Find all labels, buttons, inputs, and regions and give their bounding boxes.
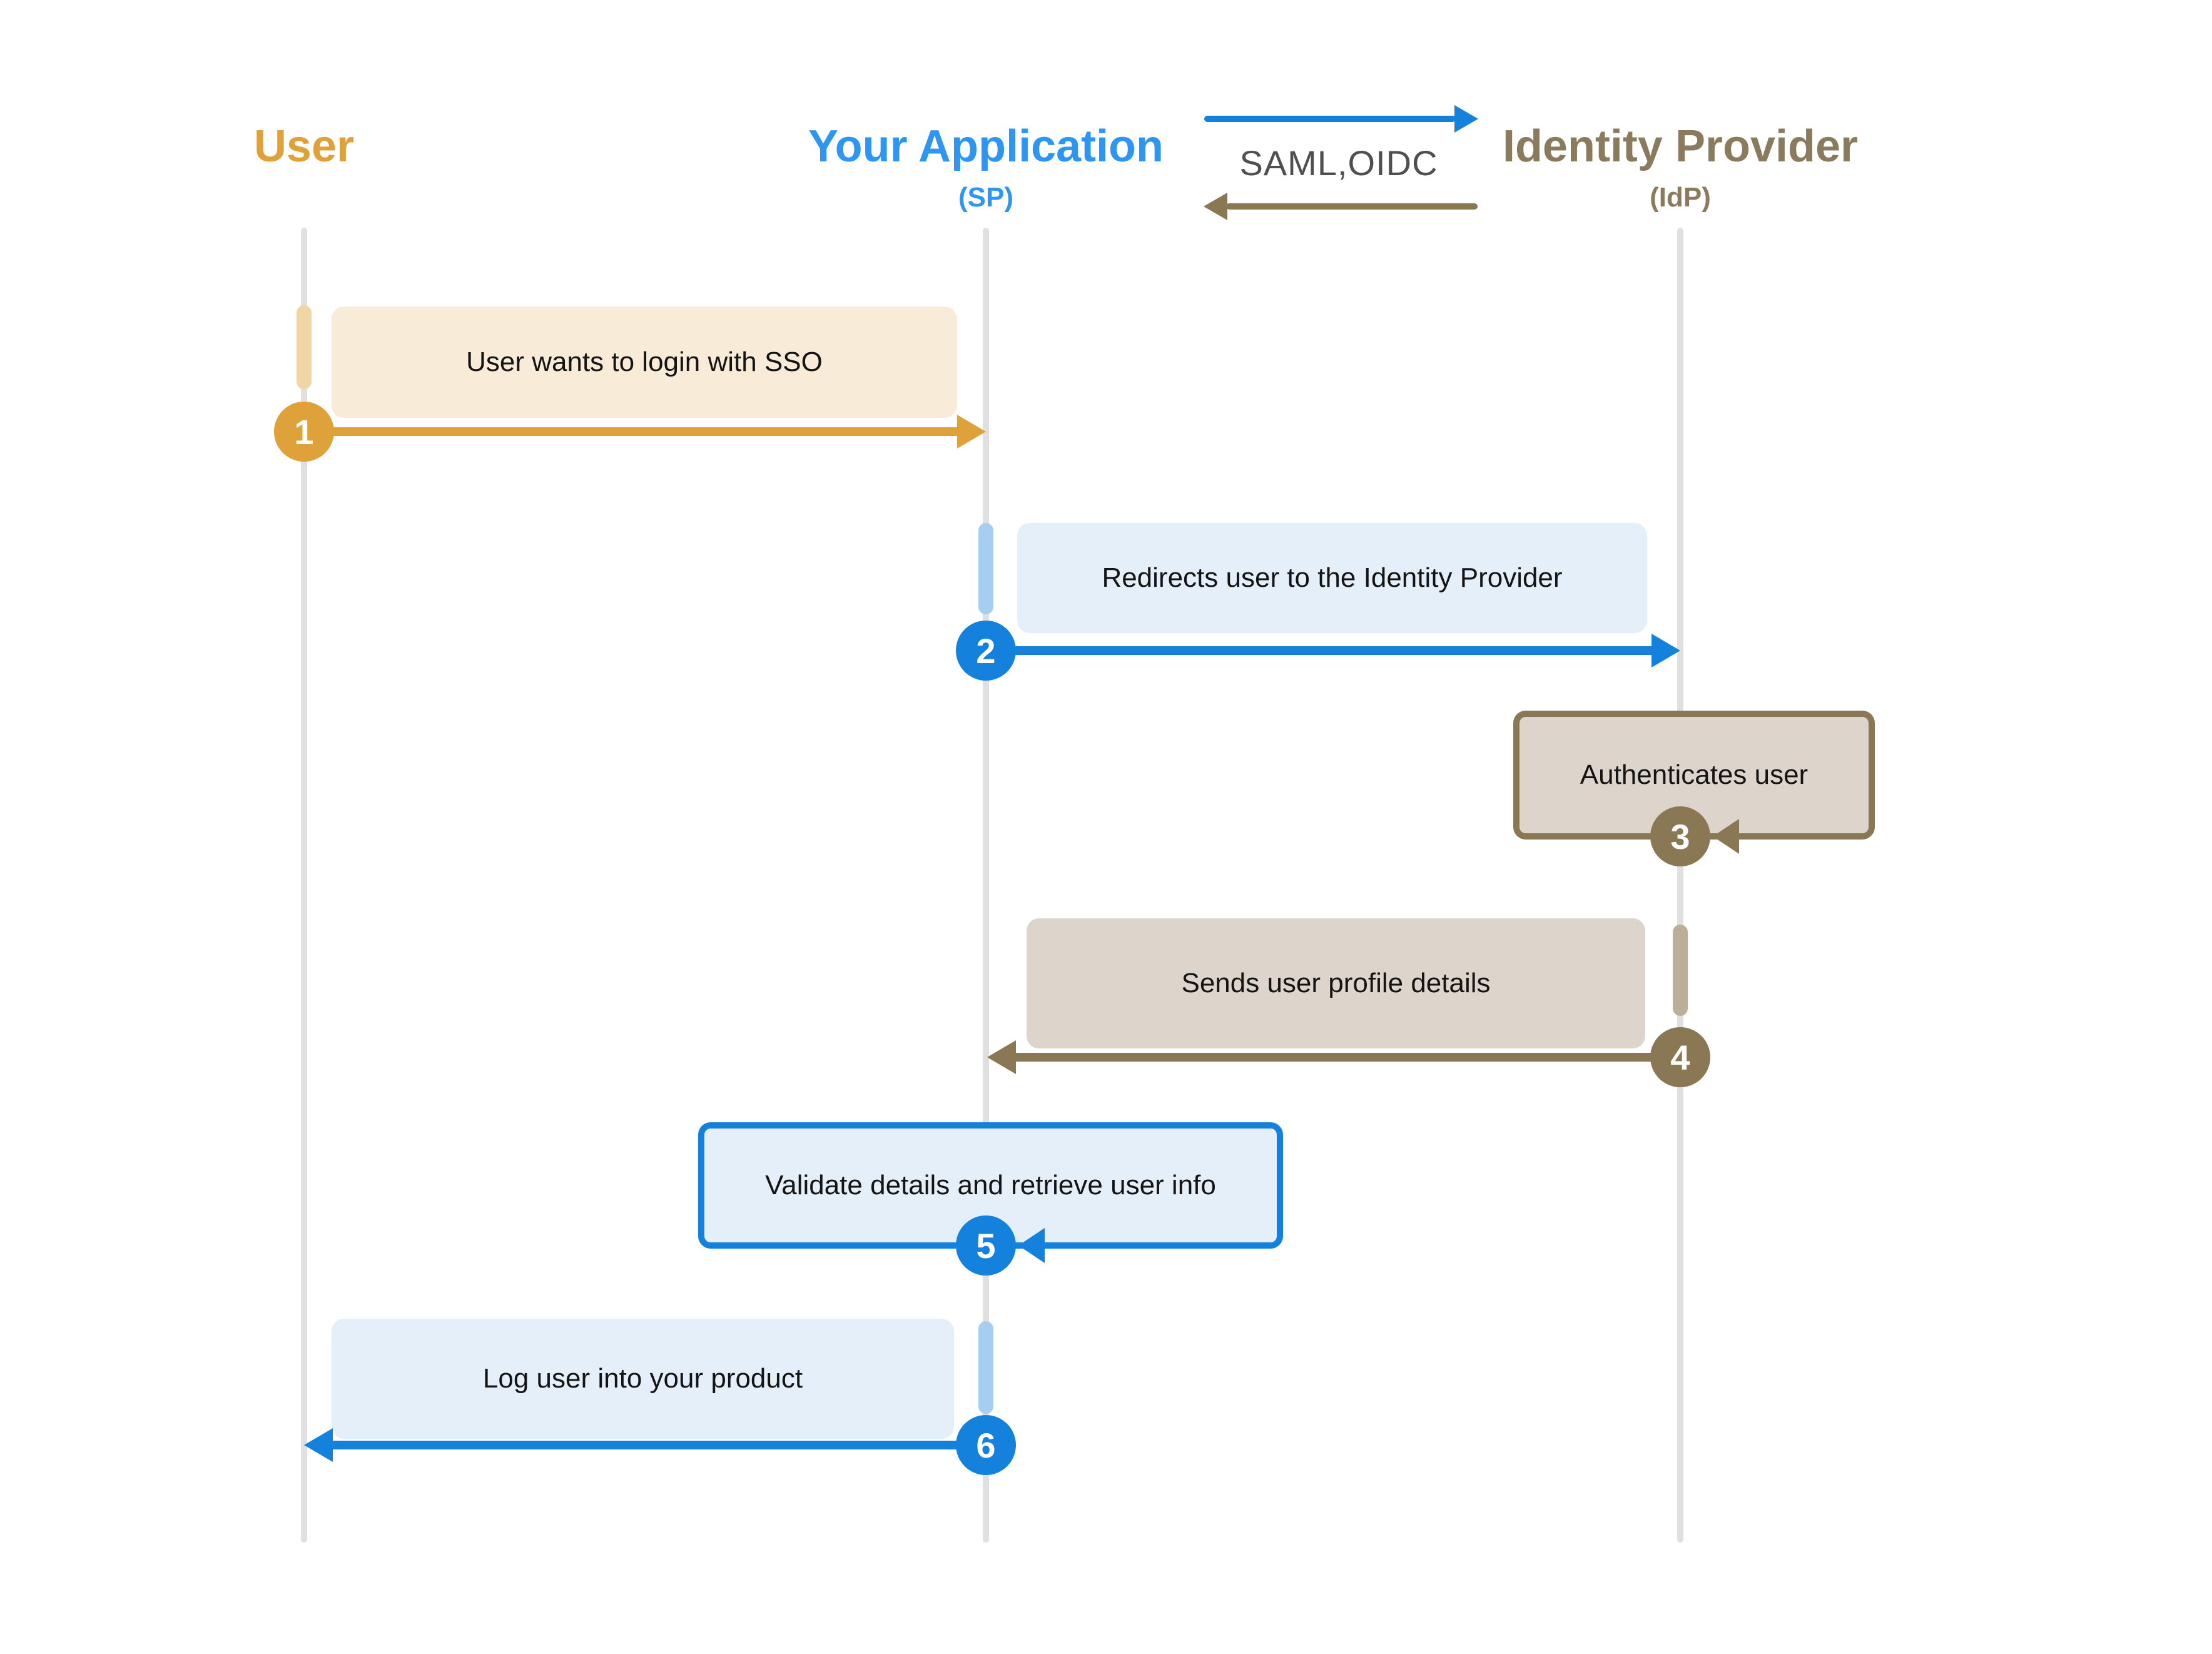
activation-bar-user <box>297 305 312 389</box>
message-arrow-4 <box>1015 1053 1680 1062</box>
arrowhead-left-icon <box>987 1040 1016 1074</box>
activation-bar-application <box>978 523 993 614</box>
message-arrow-2 <box>986 646 1653 655</box>
actor-title-idp: Identity Provider <box>1502 121 1859 171</box>
message-label-4: Sends user profile details <box>1181 968 1491 998</box>
arrowhead-right-icon <box>1651 634 1680 667</box>
arrowhead-left-icon <box>1713 819 1739 854</box>
message-label-1: User wants to login with SSO <box>466 347 823 377</box>
message-note-6 <box>332 1319 954 1439</box>
step-number-4: 4 <box>1670 1037 1690 1077</box>
actor-title-user: User <box>253 121 355 171</box>
message-arrow-6 <box>333 1441 986 1449</box>
protocol-label: SAML,OIDC <box>1239 143 1438 183</box>
step-number-2: 2 <box>976 631 996 671</box>
step-badge-1 <box>274 402 334 462</box>
message-label-6: Log user into your product <box>482 1363 803 1394</box>
actor-subtitle-idp: (IdP) <box>1650 182 1711 213</box>
message-label-3: Authenticates user <box>1580 759 1809 790</box>
activation-bar-idp <box>1673 925 1688 1016</box>
step-number-6: 6 <box>976 1425 996 1465</box>
actor-subtitle-sp: (SP) <box>958 182 1013 213</box>
message-label-5: Validate details and retrieve user info <box>765 1170 1216 1200</box>
arrowhead-left-icon <box>1204 193 1227 220</box>
step-badge-5 <box>956 1215 1016 1276</box>
step-badge-3 <box>1650 806 1710 866</box>
protocol-arrow-left <box>1226 203 1478 210</box>
arrowhead-right-icon <box>957 415 986 449</box>
step-badge-6 <box>956 1415 1016 1475</box>
protocol-arrow-right <box>1204 116 1456 122</box>
message-note-2 <box>1017 523 1647 633</box>
step-number-5: 5 <box>976 1225 996 1266</box>
message-note-4 <box>1027 918 1645 1048</box>
message-arrow-1 <box>304 427 958 436</box>
activation-bar-application-2 <box>978 1321 993 1414</box>
step-number-3: 3 <box>1670 816 1690 856</box>
arrowhead-left-icon <box>304 1428 333 1462</box>
step-badge-2 <box>956 621 1016 681</box>
message-label-2: Redirects user to the Identity Provider <box>1102 562 1563 593</box>
arrowhead-right-icon <box>1454 105 1478 133</box>
step-number-1: 1 <box>294 412 314 452</box>
lifeline-idp <box>1677 228 1683 1543</box>
arrowhead-left-icon <box>1018 1228 1045 1263</box>
message-note-1 <box>332 307 957 418</box>
step-badge-4 <box>1650 1027 1710 1087</box>
actor-title-application: Your Application <box>808 121 1164 171</box>
